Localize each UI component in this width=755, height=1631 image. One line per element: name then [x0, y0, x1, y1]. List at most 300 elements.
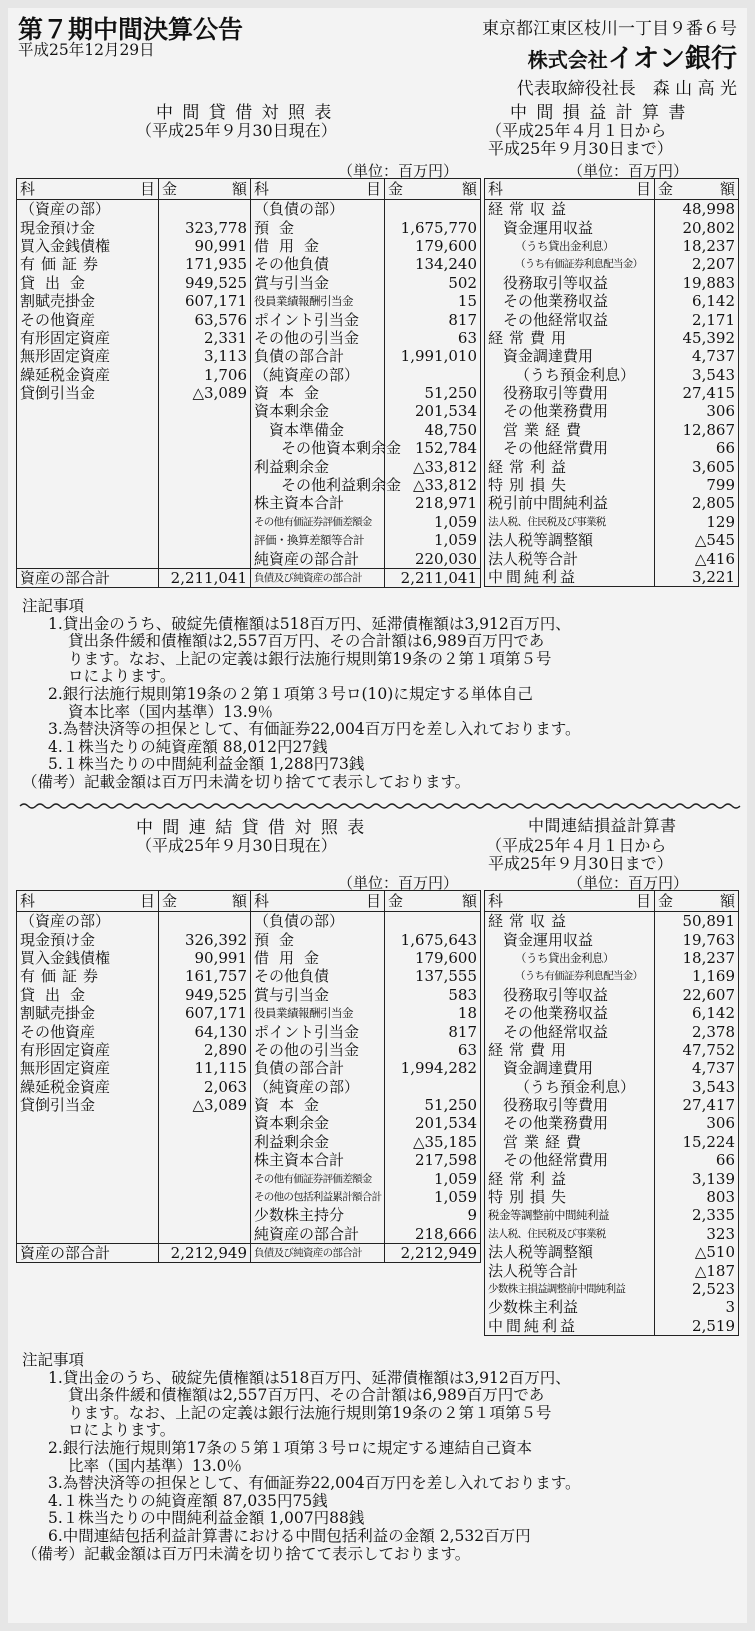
consolidated-balance-sheet-table — [16, 890, 481, 1263]
column-header-item: 科 — [254, 180, 270, 198]
column-header-item: 目 — [139, 180, 155, 198]
note-line: 貸出条件緩和債権額は2,557百万円、その合計額は6,989百万円であ — [68, 632, 545, 651]
table-header-row — [485, 891, 739, 912]
income-amount: 803 — [655, 1188, 739, 1206]
income-label: 中間純利益 — [488, 1316, 579, 1335]
column-header-item: 目 — [365, 892, 381, 910]
table-row — [17, 274, 481, 292]
income-label: 法人税等合計 — [488, 1261, 579, 1280]
income-label: （うち預金利息） — [515, 365, 636, 384]
income-label: 法人税等調整額 — [488, 1243, 594, 1262]
income-label: （うち貸出金利息） — [515, 238, 614, 253]
table-row — [17, 1114, 481, 1132]
asset-amount: 90,991 — [159, 237, 251, 255]
income-amount: 1,169 — [655, 967, 739, 985]
asset-amount: 64,130 — [159, 1022, 251, 1040]
table-row — [485, 255, 739, 273]
income-label: 税金等調整前中間純利益 — [488, 1208, 609, 1223]
note-line: 3.為替決済等の担保として、有価証券22,004百万円を差し入れております。 — [48, 720, 581, 739]
note-line: （備考）記載金額は百万円未満を切り捨てて表示しております。 — [22, 772, 471, 791]
income-amount: 66 — [655, 439, 739, 457]
notice-title: 第７期中間決算公告 — [18, 15, 244, 44]
asset-label: 貸出金 — [20, 273, 96, 292]
table-row — [17, 384, 481, 402]
asset-label: 有価証券 — [20, 255, 105, 274]
consolidated-pl-period-start: （平成25年４月１日から — [486, 836, 667, 855]
table-row — [485, 457, 739, 475]
table-row — [17, 476, 481, 494]
liability-amount: △35,185 — [385, 1133, 481, 1151]
liability-label: 負債の部合計 — [251, 1059, 385, 1077]
income-label: 特別損失 — [488, 476, 573, 495]
asset-label: 割賦売掛金 — [20, 1004, 96, 1023]
liability-amount: 817 — [385, 1022, 481, 1040]
income-amount: 799 — [655, 476, 739, 494]
note-line: 資本比率（国内基準）13.9％ — [68, 702, 274, 721]
liability-amount: 1,059 — [385, 1188, 481, 1206]
income-amount: 19,763 — [655, 930, 739, 948]
liability-amount — [385, 912, 481, 931]
table-row — [485, 1004, 739, 1022]
table-row — [485, 967, 739, 985]
liability-amount — [385, 1078, 481, 1096]
table-row — [485, 1169, 739, 1187]
consolidated-notes-section — [22, 1352, 580, 1563]
liability-label: その他負債 — [251, 255, 385, 273]
note-line: 2.銀行法施行規則第19条の２第１項第３号ロ(10)に規定する単体自己 — [48, 684, 533, 703]
table-row — [485, 1041, 739, 1059]
income-label: その他業務費用 — [503, 402, 609, 421]
liability-label: 借用金 — [251, 949, 385, 967]
income-amount: 323 — [655, 1225, 739, 1243]
income-label: その他経常収益 — [503, 310, 609, 329]
asset-label: 割賦売掛金 — [20, 292, 96, 311]
liability-amount: 217,598 — [385, 1151, 481, 1169]
asset-label: 有形固定資産 — [20, 1040, 111, 1059]
asset-label: 貸倒引当金 — [20, 384, 96, 403]
income-label: 役務取引等収益 — [503, 985, 609, 1004]
assets-total-label: 資産の部合計 — [17, 1244, 159, 1263]
table-row — [17, 1078, 481, 1096]
column-header-item: 科 — [20, 892, 36, 910]
asset-amount: 3,113 — [159, 347, 251, 365]
liability-amount: 15 — [385, 292, 481, 310]
income-amount: 27,415 — [655, 384, 739, 402]
table-row — [17, 1041, 481, 1059]
table-row — [485, 1022, 739, 1040]
income-label: 経常費用 — [488, 328, 573, 347]
table-row — [17, 531, 481, 549]
bs-unit: （単位：百万円） — [338, 162, 459, 180]
liability-amount — [385, 366, 481, 384]
table-row — [485, 347, 739, 365]
note-line: 4.１株当たりの純資産額 88,012円27銭 — [48, 737, 328, 756]
column-header-amount: 金 — [162, 892, 178, 910]
income-label: 経常利益 — [488, 457, 573, 476]
table-row — [17, 1188, 481, 1206]
liability-label: 資本剰余金 — [251, 402, 385, 420]
table-row — [17, 1059, 481, 1077]
income-amount: 2,207 — [655, 255, 739, 273]
liability-label: その他の引当金 — [251, 329, 385, 347]
table-row — [485, 200, 739, 219]
income-amount: 306 — [655, 1114, 739, 1132]
assets-total-amount: 2,212,949 — [159, 1244, 251, 1263]
income-amount: 3,543 — [655, 1078, 739, 1096]
income-amount: 129 — [655, 513, 739, 531]
liability-label: その他利益剰余金 — [251, 476, 385, 494]
income-amount: 50,891 — [655, 912, 739, 931]
liability-label: 預金 — [251, 218, 385, 236]
liability-amount: 1,059 — [385, 531, 481, 549]
asset-amount: 326,392 — [159, 930, 251, 948]
notes-section — [22, 598, 580, 792]
table-header-row — [485, 179, 739, 200]
column-header-amount: 金 — [162, 180, 178, 198]
liabilities-net-assets-total-label: 負債及び純資産の部合計 — [251, 568, 385, 587]
liability-amount: 18 — [385, 1004, 481, 1022]
income-label: 営業経費 — [503, 1132, 588, 1151]
table-header-row — [17, 179, 481, 200]
income-label: その他経常収益 — [503, 1022, 609, 1041]
income-amount: 18,237 — [655, 949, 739, 967]
liability-amount: 48,750 — [385, 421, 481, 439]
liability-label: 利益剰余金 — [251, 1133, 385, 1151]
liability-amount: 502 — [385, 274, 481, 292]
liability-amount: △33,812 — [385, 457, 481, 475]
asset-label: （資産の部） — [20, 200, 111, 219]
note-line: ロによります。 — [68, 1421, 176, 1440]
liability-label: 純資産の部合計 — [251, 1225, 385, 1244]
bs-title: 中 間 貸 借 対 照 表 — [156, 103, 334, 123]
income-amount: 6,142 — [655, 292, 739, 310]
table-row — [17, 200, 481, 219]
income-label: その他経常費用 — [503, 439, 609, 458]
income-label: その他業務費用 — [503, 1114, 609, 1133]
income-amount: 19,883 — [655, 274, 739, 292]
income-amount: △416 — [655, 549, 739, 567]
notice-page — [8, 8, 747, 1623]
income-amount: 3 — [655, 1298, 739, 1316]
liability-label: 負債の部合計 — [251, 347, 385, 365]
income-label: （うち貸出金利息） — [515, 950, 614, 965]
income-statement-table — [484, 178, 739, 587]
liability-amount: 179,600 — [385, 949, 481, 967]
income-label: 中間純利益 — [488, 568, 579, 586]
liability-amount: 179,600 — [385, 237, 481, 255]
liability-label: 少数株主持分 — [251, 1206, 385, 1224]
liability-amount: 817 — [385, 310, 481, 328]
table-header-row — [17, 891, 481, 912]
liabilities-net-assets-total-label: 負債及び純資産の部合計 — [251, 1244, 385, 1263]
liability-amount: 1,059 — [385, 513, 481, 531]
liability-amount: 152,784 — [385, 439, 481, 457]
income-amount: 47,752 — [655, 1041, 739, 1059]
table-row — [17, 1169, 481, 1187]
income-amount: 12,867 — [655, 421, 739, 439]
table-row — [17, 1022, 481, 1040]
asset-amount: 2,331 — [159, 329, 251, 347]
liabilities-net-assets-total-amount: 2,211,041 — [385, 568, 481, 587]
table-row — [17, 1225, 481, 1244]
liability-label: 利益剰余金 — [251, 457, 385, 475]
liability-amount: 220,030 — [385, 549, 481, 568]
asset-amount: 2,063 — [159, 1078, 251, 1096]
income-label: 経常費用 — [488, 1040, 573, 1059]
table-row — [485, 1243, 739, 1261]
table-row — [17, 1133, 481, 1151]
income-amount: 3,221 — [655, 568, 739, 587]
section-divider-wave — [20, 801, 735, 811]
company-name — [528, 38, 737, 75]
liability-amount: 1,991,010 — [385, 347, 481, 365]
column-header-item: 科 — [488, 892, 504, 910]
liability-label: その他の引当金 — [251, 1041, 385, 1059]
column-header-item: 科 — [488, 180, 504, 198]
liability-amount: 51,250 — [385, 1096, 481, 1114]
income-amount: 2,805 — [655, 494, 739, 512]
liability-label: 評価・換算差額等合計 — [251, 531, 385, 549]
asset-amount: 11,115 — [159, 1059, 251, 1077]
income-label: 経常利益 — [488, 1169, 573, 1188]
table-row — [485, 402, 739, 420]
column-header-item: 科 — [254, 892, 270, 910]
note-line: 比率（国内基準）13.0％ — [68, 1456, 243, 1475]
table-row — [485, 1225, 739, 1243]
income-label: （うち預金利息） — [515, 1077, 636, 1096]
liability-label: 資本剰余金 — [251, 1114, 385, 1132]
note-line: 2.銀行法施行規則第17条の５第１項第３号ロに規定する連結自己資本 — [48, 1438, 533, 1457]
column-header-amount: 額 — [719, 180, 735, 198]
table-row — [485, 1151, 739, 1169]
income-amount: 3,139 — [655, 1169, 739, 1187]
income-label: その他業務収益 — [503, 292, 609, 311]
table-row — [485, 549, 739, 567]
income-label: 営業経費 — [503, 420, 588, 439]
liability-label: その他の包括利益累計額合計 — [251, 1188, 385, 1206]
table-row — [485, 1206, 739, 1224]
column-header-item: 科 — [20, 180, 36, 198]
asset-amount: 1,706 — [159, 366, 251, 384]
income-amount: 45,392 — [655, 329, 739, 347]
income-amount: 4,737 — [655, 1059, 739, 1077]
table-row — [485, 1096, 739, 1114]
table-row — [17, 967, 481, 985]
liability-label: その他有価証券評価差額金 — [251, 513, 385, 531]
column-header-amount: 金 — [658, 180, 674, 198]
table-row — [17, 218, 481, 236]
table-row — [485, 237, 739, 255]
table-row — [485, 366, 739, 384]
asset-label: （資産の部） — [20, 912, 111, 931]
income-label: 資金調達費用 — [503, 1059, 594, 1078]
column-header-item: 目 — [139, 892, 155, 910]
liability-label: 資本金 — [251, 384, 385, 402]
asset-amount: 2,890 — [159, 1041, 251, 1059]
asset-amount: △3,089 — [159, 384, 251, 402]
liability-amount: 51,250 — [385, 384, 481, 402]
income-label: 資金調達費用 — [503, 347, 594, 366]
consolidated-pl-unit: （単位：百万円） — [568, 874, 689, 892]
column-header-item: 目 — [635, 180, 651, 198]
table-row — [17, 930, 481, 948]
liability-amount — [385, 200, 481, 219]
income-amount: 306 — [655, 402, 739, 420]
table-row — [17, 292, 481, 310]
table-row — [17, 1004, 481, 1022]
liability-label: 賞与引当金 — [251, 986, 385, 1004]
representative: 代表取締役社長 森 山 高 光 — [516, 79, 737, 99]
table-row — [17, 513, 481, 531]
pl-period-end: 平成25年９月30日まで） — [488, 139, 673, 158]
income-amount: 2,378 — [655, 1022, 739, 1040]
liability-amount: 1,994,282 — [385, 1059, 481, 1077]
table-row — [485, 494, 739, 512]
liability-label: 株主資本合計 — [251, 1151, 385, 1169]
income-amount: 2,171 — [655, 310, 739, 328]
table-row — [17, 912, 481, 931]
liability-amount: 1,675,770 — [385, 218, 481, 236]
table-row — [485, 421, 739, 439]
column-header-amount: 金 — [388, 892, 404, 910]
table-row — [485, 1298, 739, 1316]
liability-amount: 137,555 — [385, 967, 481, 985]
notice-date: 平成25年12月29日 — [18, 41, 155, 59]
asset-amount — [159, 200, 251, 219]
income-amount: 20,802 — [655, 218, 739, 236]
consolidated-income-statement-table — [484, 890, 739, 1336]
table-row — [17, 255, 481, 273]
consolidated-bs-unit: （単位：百万円） — [338, 874, 459, 892]
asset-label: 無形固定資産 — [20, 347, 111, 366]
note-line: 1.貸出金のうち、破綻先債権額は518百万円、延滞債権額は3,912百万円、 — [48, 614, 571, 633]
asset-label: その他資産 — [20, 310, 96, 329]
income-amount: 66 — [655, 1151, 739, 1169]
note-line: 4.１株当たりの純資産額 87,035円75銭 — [48, 1491, 328, 1510]
income-label: 法人税等合計 — [488, 549, 579, 568]
table-row — [17, 1206, 481, 1224]
table-row — [485, 949, 739, 967]
asset-label: その他資産 — [20, 1022, 96, 1041]
consolidated-bs-title: 中 間 連 結 貸 借 対 照 表 — [136, 818, 367, 838]
table-row — [485, 1280, 739, 1298]
column-header-amount: 額 — [231, 180, 247, 198]
income-label: 税引前中間純利益 — [488, 494, 609, 513]
income-label: 経常収益 — [488, 912, 573, 931]
liability-label: ポイント引当金 — [251, 310, 385, 328]
company-name-main: イオン銀行 — [607, 44, 737, 74]
total-row — [17, 1244, 481, 1263]
table-row — [17, 439, 481, 457]
total-row — [17, 568, 481, 587]
table-row — [485, 1059, 739, 1077]
table-row — [17, 402, 481, 420]
liability-amount: 1,059 — [385, 1169, 481, 1187]
table-row — [17, 329, 481, 347]
note-line: 5.１株当たりの中間純利益金額 1,007円88銭 — [48, 1509, 365, 1528]
table-row — [485, 1078, 739, 1096]
liability-amount: 1,675,643 — [385, 930, 481, 948]
income-label: 経常収益 — [488, 200, 573, 219]
income-amount: 22,607 — [655, 986, 739, 1004]
asset-label: 現金預け金 — [20, 218, 96, 237]
liability-label: （負債の部） — [251, 912, 385, 931]
asset-label: 貸倒引当金 — [20, 1096, 96, 1115]
table-row — [485, 1114, 739, 1132]
asset-label: 有価証券 — [20, 967, 105, 986]
income-label: 役務取引等費用 — [503, 1096, 609, 1115]
column-header-amount: 金 — [658, 892, 674, 910]
table-row — [485, 531, 739, 549]
table-row — [485, 476, 739, 494]
liability-label: 資本金 — [251, 1096, 385, 1114]
liability-amount: 583 — [385, 986, 481, 1004]
liability-label: その他有価証券評価差額金 — [251, 1169, 385, 1187]
income-label: 資金運用収益 — [503, 218, 594, 237]
asset-amount: △3,089 — [159, 1096, 251, 1114]
note-line: （備考）記載金額は百万円未満を切り捨てて表示しております。 — [22, 1544, 471, 1563]
income-label: その他業務収益 — [503, 1004, 609, 1023]
table-row — [485, 568, 739, 587]
liability-label: 預金 — [251, 930, 385, 948]
income-label: 特別損失 — [488, 1188, 573, 1207]
income-amount: 48,998 — [655, 200, 739, 219]
notes-heading: 注記事項 — [22, 597, 85, 615]
balance-sheet-table — [16, 178, 481, 588]
asset-amount: 90,991 — [159, 949, 251, 967]
assets-total-amount: 2,211,041 — [159, 568, 251, 587]
note-line: ります。なお、上記の定義は銀行法施行規則第19条の２第１項第５号 — [68, 649, 552, 668]
table-row — [485, 218, 739, 236]
liability-label: 役員業績報酬引当金 — [251, 1004, 385, 1022]
asset-label: 現金預け金 — [20, 930, 96, 949]
income-label: 資金運用収益 — [503, 930, 594, 949]
asset-amount: 607,171 — [159, 1004, 251, 1022]
notes-heading: 注記事項 — [22, 1351, 85, 1369]
table-row — [485, 930, 739, 948]
income-amount: 6,142 — [655, 1004, 739, 1022]
liability-amount: 9 — [385, 1206, 481, 1224]
table-row — [485, 1261, 739, 1279]
table-row — [485, 912, 739, 931]
liability-amount: 63 — [385, 329, 481, 347]
table-row — [17, 366, 481, 384]
income-amount: 27,417 — [655, 1096, 739, 1114]
income-label: 役務取引等費用 — [503, 384, 609, 403]
table-row — [485, 329, 739, 347]
note-line: 6.中間連結包括利益計算書における中間包括利益の金額 2,532百万円 — [48, 1526, 531, 1545]
bs-date: （平成25年９月30日現在） — [136, 121, 337, 140]
liability-label: 賞与引当金 — [251, 274, 385, 292]
table-row — [485, 274, 739, 292]
liability-label: その他資本剰余金 — [251, 439, 385, 457]
asset-label: 貸出金 — [20, 985, 96, 1004]
asset-amount: 63,576 — [159, 310, 251, 328]
table-row — [485, 986, 739, 1004]
note-line: 1.貸出金のうち、破綻先債権額は518百万円、延滞債権額は3,912百万円、 — [48, 1368, 571, 1387]
table-row — [17, 986, 481, 1004]
asset-amount: 949,525 — [159, 986, 251, 1004]
liability-label: （純資産の部） — [251, 366, 385, 384]
asset-amount — [159, 912, 251, 931]
asset-amount: 161,757 — [159, 967, 251, 985]
note-line: 貸出条件緩和債権額は2,557百万円、その合計額は6,989百万円であ — [68, 1386, 545, 1405]
table-row — [485, 292, 739, 310]
liability-label: （純資産の部） — [251, 1078, 385, 1096]
income-label: 少数株主利益 — [488, 1298, 579, 1317]
income-label: 法人税、住民税及び事業税 — [488, 1227, 606, 1240]
liability-amount: 134,240 — [385, 255, 481, 273]
